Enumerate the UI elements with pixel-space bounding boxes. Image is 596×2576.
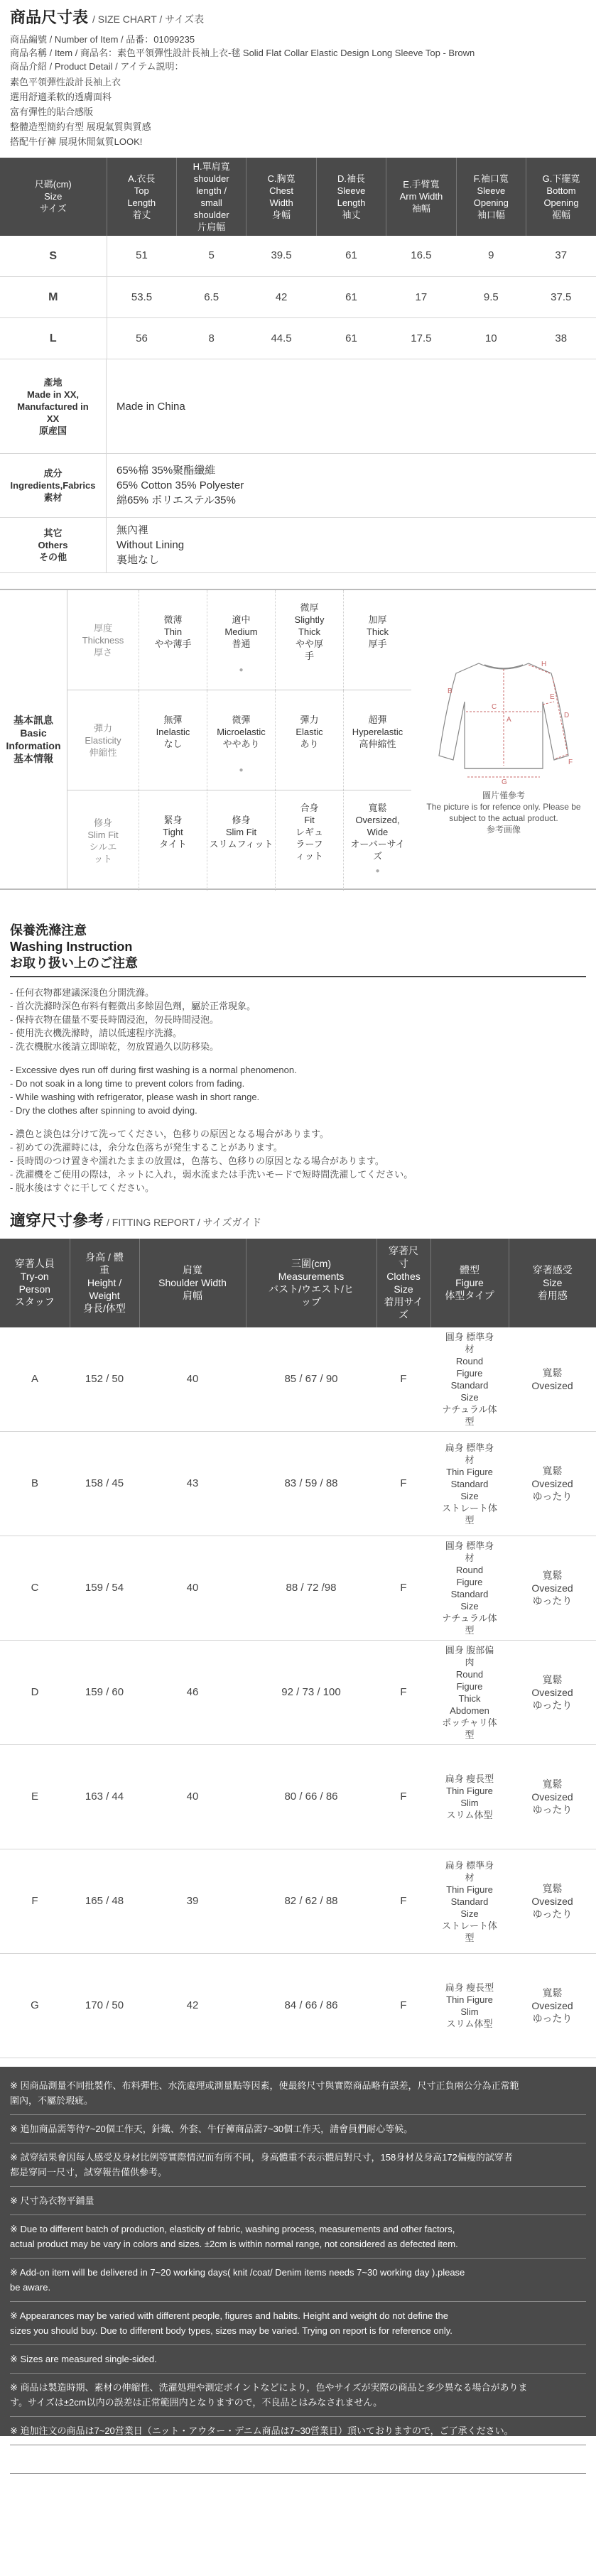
note-line-en: ※ Appearances may be varied with different people, figures and habits. Height and weight do not define the [10,2310,448,2322]
person-cell: F [0,1849,70,1954]
shoulder-cell: 40 [139,1536,246,1641]
value-cell: 38 [526,318,596,359]
value-cell: 10 [456,318,526,359]
note-line-zh: ※ 試穿結果會因每人感受及身材比例等實際情況而有所不同，身高體重不表示體肩對尺寸，158身材及身高172偏瘦的試穿者 [10,2152,513,2163]
person-cell: G [0,1954,70,2058]
size-chart-subtitle: / SIZE CHART / サイズ表 [92,13,205,25]
fitting-title: 適穿尺寸參考 [10,1212,104,1230]
clothes-size-cell: F [376,1849,430,1954]
fit-row [67,790,411,891]
feel-cell: 寬鬆 Ovesized ゆったり [509,1536,596,1641]
note-line-zh: ※ 尺寸為衣物平鋪量 [10,2195,94,2207]
fitting-row-c [0,1536,596,1641]
note-line-ja: す。サイズは±2cm以内の誤差は正常範囲内となりますので，不良品とはみなされません。 [10,2397,383,2408]
selection-dot: ● [239,666,244,675]
feel-cell: 寬鬆 Ovesized ゆったり [509,1432,596,1536]
fitting-row-b [0,1432,596,1536]
washing-title-en: Washing Instruction [10,940,133,955]
fit-option: 緊身 Tight タイト [139,790,207,891]
clothes-size-cell: F [376,1745,430,1849]
wash-note-zh: - 使用洗衣機洗滌時，請以低速程序洗滌。 [10,1028,182,1039]
divider [10,976,586,977]
diagram-letter-b: B [448,688,453,696]
fitting-row-a [0,1327,596,1432]
diagram-caption: 圖片僅參考 The picture is for refence only. Please be subject to the actual product. 参考画像 [426,790,581,835]
clothes-size-cell: F [376,1641,430,1745]
notes-panel [0,2067,596,2494]
item-number: 商品編號 / Number of Item / 品番：01099235 [10,33,195,45]
sweater-outline-icon [422,643,585,786]
feel-cell: 寬鬆 Ovesized [509,1327,596,1432]
wash-note-zh: - 保持衣物在儘量不要長時間浸泡，勿長時間浸泡。 [10,1014,219,1026]
wash-note-ja: - 洗濯機をご使用の際は，ネットに入れ，弱水流または手洗いモードで短時間洗濯してください。 [10,1169,413,1180]
value-cell: 8 [176,318,246,359]
note-line-zh: 都是穿同一尺寸，試穿報告僅供參考。 [10,2167,168,2178]
height-weight-cell: 165 / 48 [70,1849,139,1954]
height-weight-cell: 159 / 60 [70,1641,139,1745]
wash-note-ja: - 濃色と淡色は分けて洗ってください，色移りの原因となる場合があります。 [10,1129,329,1140]
col-header-height-weight: 身高 / 體 重 Height / Weight 身長/体型 [70,1239,139,1327]
materials-label: 成分 Ingredients,Fabrics 素材 [0,454,107,517]
size-row-m [0,277,596,318]
shoulder-cell: 40 [139,1745,246,1849]
washing-title-zh: 保養洗滌注意 [10,923,87,938]
value-cell: 6.5 [176,277,246,318]
detail-line: 選用舒適柔軟的透膚面料 [10,91,112,102]
person-cell: A [0,1327,70,1432]
shoulder-cell: 46 [139,1641,246,1745]
note-line-ja: ※ サイズはすべて平置きで測定しております。 [10,2482,204,2494]
col-header-shoulder: H.單肩寬 shoulder length / small shoulder 片肩幅 [176,158,246,236]
figure-cell: 圓身 腹部偏 肉 Round Figure Thick Abdomen ポッチャリ体 型 [430,1641,509,1745]
thickness-option: 微厚 Slightly Thick やや厚 手 [275,590,343,690]
wash-note-en: - Dry the clothes after spinning to avoid dying. [10,1105,197,1116]
thickness-option: 加厚 Thick 厚手 [343,590,411,690]
col-header-person: 穿著人員 Try-on Person スタッフ [0,1239,70,1327]
origin-label: 產地 Made in XX, Manufactured in XX 原産国 [0,359,107,453]
elasticity-option: 無彈 Inelastic なし [139,690,207,790]
fit-option: 寬鬆 Oversized, Wide オーバーサイ ズ ● [343,790,411,891]
basic-info-grid [67,590,411,888]
value-cell: 56 [107,318,176,359]
origin-row [0,359,596,454]
col-header-arm-width: E.手臂寬 Arm Width 袖幅 [386,158,456,236]
height-weight-cell: 159 / 54 [70,1536,139,1641]
others-label: 其它 Others その他 [0,518,107,572]
size-row-s [0,236,596,277]
size-chart-heading [10,7,586,28]
detail-line: 搭配牛仔褲 展現休閒氣質LOOK! [10,136,143,147]
person-cell: D [0,1641,70,1745]
value-cell: 53.5 [107,277,176,318]
figure-cell: 扁身 瘦長型 Thin Figure Slim スリム体型 [430,1954,509,2058]
diagram-letter-g: G [502,778,507,786]
washing-instruction [0,923,596,1195]
divider [10,2473,586,2474]
size-cell: S [0,236,107,277]
shoulder-cell: 42 [139,1954,246,2058]
thickness-label: 厚度 Thickness 厚さ [82,622,124,658]
feel-cell: 寬鬆 Ovesized ゆったり [509,1641,596,1745]
wash-note-en: - Excessive dyes run off during first washing is a normal phenomenon. [10,1065,297,1076]
height-weight-cell: 163 / 44 [70,1745,139,1849]
selection-dot: ● [375,866,380,875]
note-line-zh: ※ 追加商品需等待7~20個工作天，針織、外套、牛仔褲商品需7~30個工作天，請會員們耐心等候。 [10,2124,413,2135]
materials-value: 65%棉 35%聚酯纖維 65% Cotton 35% Polyester 綿65% ポリエステル35% [117,464,244,507]
clothes-size-cell: F [376,1954,430,2058]
col-header-feel: 穿著感受 Size 着用感 [509,1239,596,1327]
col-header-measurements: 三圍(cm) Measurements バスト/ウエスト/ヒ ップ [246,1239,376,1327]
figure-cell: 扁身 標準身 材 Thin Figure Standard Size ストレート体 型 [430,1432,509,1536]
feel-cell: 寬鬆 Ovesized ゆったり [509,1849,596,1954]
fitting-row-e [0,1745,596,1849]
clothes-size-cell: F [376,1327,430,1432]
note-line-en: be aware. [10,2282,51,2293]
wash-note-zh: - 任何衣物都建議深淺色分開洗滌。 [10,987,154,999]
wash-note-en: - While washing with refrigerator, please wash in short range. [10,1092,260,1103]
shoulder-cell: 39 [139,1849,246,1954]
detail-line: 富有彈性的貼合感版 [10,106,94,117]
fit-option: 合身 Fit レギュ ラーフ ィット [275,790,343,891]
value-cell: 61 [316,236,386,277]
note-line-en: sizes you should buy. Due to different body types, sizes may be varied. Trying on report is for reference only. [10,2325,453,2337]
value-cell: 17.5 [386,318,456,359]
feel-cell: 寬鬆 Ovesized ゆったり [509,1745,596,1849]
person-cell: C [0,1536,70,1641]
fitting-row-d [0,1641,596,1745]
value-cell: 37.5 [526,277,596,318]
note-line-ja: ※ 試着結果は、個人の体型や着用感，着こなしにより異なる場合があります。試着レポートは参考程度にご覧ください。 [10,2454,509,2465]
size-table-header [0,158,596,236]
others-row [0,518,596,573]
fitting-report-heading [0,1210,596,1232]
diagram-letter-d: D [564,712,570,720]
note-line-en: ※ Sizes are measured single-sided. [10,2354,157,2365]
wash-note-ja: - 長時間のつけ置きや濡れたままの放置は，色落ち、色移りの原因となる場合があります。 [10,1156,384,1167]
fit-label: 修身 Slim Fit シルエ ット [87,817,119,864]
origin-value: Made in China [117,400,185,413]
elasticity-label: 彈力 Elasticity 伸縮性 [85,722,121,758]
elasticity-option: 彈力 Elastic あり [275,690,343,790]
figure-cell: 圓身 標準身 材 Round Figure Standard Size ナチュラル体 型 [430,1536,509,1641]
note-line-en: ※ Due to different batch of production, elasticity of fabric, washing process, measurements and other factors, [10,2224,455,2235]
divider [10,2344,586,2345]
value-cell: 39.5 [246,236,316,277]
col-header-sleeve-opening: F.袖口寬 Sleeve Opening 袖口幅 [456,158,526,236]
size-table [0,158,596,360]
divider [10,2258,586,2259]
note-line-ja: ※ 追加注文の商品は7~20営業日（ニット・アウター・デニム商品は7~30営業日）頂いておりますので，ご了承ください。 [10,2425,514,2437]
detail-line: 整體造型簡約有型 展現氣質與質感 [10,121,151,132]
elasticity-option: 微彈 Microelastic ややあり ● [207,690,275,790]
size-cell: L [0,318,107,359]
value-cell: 9 [456,236,526,277]
col-header-figure: 體型 Figure 体型タイプ [430,1239,509,1327]
col-header-clothes-size: 穿著尺 寸 Clothes Size 着用サイ ズ [376,1239,430,1327]
col-header-sleeve-length: D.袖長 Sleeve Length 袖丈 [316,158,386,236]
product-header [0,0,596,149]
value-cell: 5 [176,236,246,277]
selection-dot: ● [239,766,244,775]
measurements-cell: 92 / 73 / 100 [246,1641,376,1745]
person-cell: B [0,1432,70,1536]
elasticity-option: 超彈 Hyperelastic 高伸縮性 [343,690,411,790]
height-weight-cell: 158 / 45 [70,1432,139,1536]
item-detail-label: 商品介紹 / Product Detail / アイテム説明： [10,60,184,72]
fitting-subtitle: / FITTING REPORT / サイズガイド [107,1217,262,1229]
others-value: 無內裡 Without Lining 裏地なし [117,524,185,567]
elasticity-row [67,690,411,790]
item-name: 商品名稱 / Item / 商品名：素色平領彈性設計長袖上衣-毬 Solid Flat Collar Elastic Design Long Sleeve Top - Brown [10,47,475,58]
col-header-bottom-opening: G.下擺寬 Bottom Opening 裾幅 [526,158,596,236]
fitting-row-f [0,1849,596,1954]
figure-cell: 扁身 瘦長型 Thin Figure Slim スリム体型 [430,1745,509,1849]
note-line-en: ※ Add-on item will be delivered in 7~20 working days( knit /coat/ Denim items needs 7~30 working day ).please [10,2267,465,2278]
note-line-zh: ※ 因商品測量不同批製作、布料彈性、水洗處理或測量點等因素，使最終尺寸與實際商品略有誤差，尺寸正負兩公分為正常範 [10,2080,519,2092]
measurements-cell: 85 / 67 / 90 [246,1327,376,1432]
fitting-table [0,1239,596,2059]
wash-note-en: - Do not soak in a long time to prevent colors from fading. [10,1078,245,1089]
basic-information [0,589,596,890]
divider [10,2214,586,2215]
materials-row [0,454,596,518]
fitting-table-header [0,1239,596,1327]
thickness-row [67,590,411,690]
wash-note-zh: - 首次洗滌時深色布料有輕微出多餘固色劑，屬於正常現象。 [10,1001,256,1012]
measurements-cell: 88 / 72 /98 [246,1536,376,1641]
value-cell: 17 [386,277,456,318]
person-cell: E [0,1745,70,1849]
value-cell: 42 [246,277,316,318]
diagram-letter-h: H [541,661,547,669]
wash-note-ja: - 初めての洗濯時には，余分な色落ちが発生することがあります。 [10,1142,283,1153]
figure-cell: 圓身 標準身 材 Round Figure Standard Size ナチュラル体 型 [430,1327,509,1432]
col-header-chest: C.胸寬 Chest Width 身幅 [246,158,316,236]
value-cell: 37 [526,236,596,277]
fitting-row-g [0,1954,596,2058]
size-row-l [0,318,596,359]
shoulder-cell: 43 [139,1432,246,1536]
feel-cell: 寬鬆 Ovesized ゆったり [509,1954,596,2058]
note-line-en: actual product may be vary in colors and sizes. ±2cm is within normal range, not considered as defected item. [10,2239,458,2250]
washing-title-ja: お取り扱い上のご注意 [10,956,138,971]
diagram-letter-a: A [506,716,511,724]
measurements-cell: 84 / 66 / 86 [246,1954,376,2058]
value-cell: 61 [316,277,386,318]
garment-diagram [411,590,596,888]
wash-note-zh: - 洗衣機脫水後請立即晾乾，勿放置過久以防移染。 [10,1041,219,1053]
measurements-cell: 80 / 66 / 86 [246,1745,376,1849]
measurements-cell: 83 / 59 / 88 [246,1432,376,1536]
note-line-zh: 圍內，不屬於瑕疵。 [10,2095,94,2107]
col-header-shoulder-width: 肩寬 Shoulder Width 肩幅 [139,1239,246,1327]
size-chart-title: 商品尺寸表 [10,9,89,26]
col-header-size: 尺碼(cm) Size サイズ [0,158,107,236]
wash-note-ja: - 脱水後はすぐに干してください。 [10,1183,154,1194]
value-cell: 51 [107,236,176,277]
value-cell: 44.5 [246,318,316,359]
clothes-size-cell: F [376,1432,430,1536]
height-weight-cell: 152 / 50 [70,1327,139,1432]
shoulder-cell: 40 [139,1327,246,1432]
diagram-letter-e: E [550,693,555,702]
figure-cell: 扁身 標準身 材 Thin Figure Standard Size ストレート体 型 [430,1849,509,1954]
measurements-cell: 82 / 62 / 88 [246,1849,376,1954]
height-weight-cell: 170 / 50 [70,1954,139,2058]
clothes-size-cell: F [376,1536,430,1641]
value-cell: 9.5 [456,277,526,318]
divider [10,2114,586,2115]
thickness-option: 微薄 Thin やや薄手 [139,590,207,690]
value-cell: 16.5 [386,236,456,277]
fit-option: 修身 Slim Fit スリムフィット [207,790,275,891]
col-header-top-length: A.衣長 Top Length 着丈 [107,158,176,236]
note-line-ja: ※ 商品は製造時期、素材の伸縮性、洗濯処理や測定ポイントなどにより，色やサイズが実際の商品と多少異なる場合がありま [10,2382,528,2393]
divider [10,2416,586,2417]
diagram-letter-c: C [492,703,497,712]
value-cell: 61 [316,318,386,359]
diagram-letter-f: F [568,759,573,767]
detail-line: 素色平領彈性設計長袖上衣 [10,76,121,87]
divider [10,2373,586,2374]
basic-info-label: 基本訊息 Basic Information 基本情報 [0,590,67,888]
size-cell: M [0,277,107,318]
divider [10,2186,586,2187]
divider [10,2301,586,2302]
thickness-option: 適中 Medium 普通 ● [207,590,275,690]
